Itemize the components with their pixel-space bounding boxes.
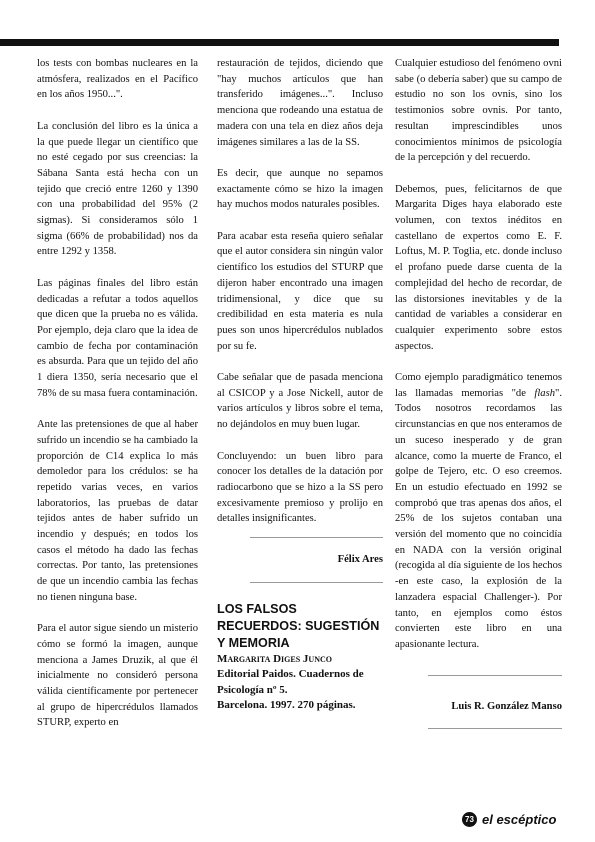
column-1 [37,56,198,747]
body-paragraph: Para el autor sigue siendo un misterio cómo se formó la imagen, aunque menciona a James Druzik, al que él inicialmente no consideró persona válida científicamente por pertenecer al grupo de hipercrédulos llamados STURP, experto en [37,623,198,729]
body-paragraph: Cabe señalar que de pasada menciona al CSICOP y a Jose Nickell, autor de varios artículos y libros sobre el tema, no dejándolos en muy buen lugar. [217,372,383,431]
review-signature: Luis R. González Manso [451,700,562,712]
body-paragraph: Concluyendo: un buen libro para conocer los detalles de la datación por radiocarbono que se hizo a la SS pero excesivamente premioso y prolijo en detalles insignificantes. [217,450,383,525]
body-paragraph: Las páginas finales del libro están dedicadas a refutar a todos aquellos que dicen que la prueba no es válida. Por ejemplo, deja claro que la idea de cambio de fecha por contaminación es absurda. Para que un tejido del año 1 diera 1350, sería necesario que el 78% de su masa fuera contaminación. [37,277,198,399]
signature-rule-top [250,537,383,538]
signature-rule-bottom [250,582,383,583]
body-paragraph: La conclusión del libro es la única a la que puede llegar un científico que no esté cegado por sus creencias: la Sábana Santa está hecha con un tejido que creció entre 1260 y 1390 con una probabilidad del 95% (2 sigmas). Si consideramos sólo 1 sigma (66% de probabilidad) nos da entre 1292 y 1358. [37,120,198,258]
magazine-name: el escéptico [482,811,557,827]
paragraph-text: ". Todos nosotros recordamos las circunstancias en que nos enteramos de un suceso inesperado y de gran alcance, como la muerte de Franco, el golpe de Tejero, etc. O eso creemos. En un estudio efectuado en 1992 se comprobó que tras apenas dos años, el 25% de los sujetos contaban una versión del momento que no coincidía en NADA con la versión original (recogida al día siguiente de los hechos -en este caso, la explosión de la lanzadera espacial Challenger-). Por tanto, en ejemplos como éstos convierten este libro en una apasionante lectura. [395,387,562,650]
review-publisher: Editorial Paidos. Cuadernos de Psicología nº 5. [217,668,364,696]
page-footer [462,810,556,828]
emphasis-flash: flash [534,387,556,399]
body-paragraph: Para acabar esta reseña quiero señalar que el autor considera sin ningún valor científico los estudios del STURP que dijeron haber encontrado una imagen tridimensional, y dice que su credibilidad en esta materia es nula pues son unos hipercrédulos nublados por su fe. [217,230,383,352]
review-signature: Félix Ares [337,554,383,566]
body-paragraph: Debemos, pues, felicitarnos de que Margarita Diges haya elaborado este volumen, con textos inéditos en castellano de expertos como E. F. Loftus, M. P. Toglia, etc. donde incluso el profano puede darse cuenta de la complejidad del hecho de recordar, de las distorsiones inevitables y de la cantidad de variables a considerar en cualquier experimento sobre estos aspectos. [395,183,562,352]
signature-rule-bottom [428,728,562,729]
column-2 [217,56,383,714]
body-paragraph: los tests con bombas nucleares en la atmósfera, realizados en el Pacífico en los años 1950...". [37,58,198,101]
column-3 [395,56,562,729]
body-paragraph: Cualquier estudioso del fenómeno ovni sabe (o debería saber) que su campo de estudio no son los ovnis, sino los testimonios sobre ovnis. Por tanto, resultan imprescindibles unos conocimientos mínimos de psicología de la percepción y del recuerdo. [395,58,562,164]
body-paragraph: Es decir, que aunque no sepamos exactamente cómo se hizo la imagen hay muchos modos naturales posibles. [217,167,383,211]
paragraph-text: Como ejemplo paradigmático tenemos las llamadas memorias "de [395,372,562,399]
review-author: Margarita Diges Junco [217,652,332,665]
body-paragraph: restauración de tejidos, diciendo que "hay muchos artículos que han transferido imágenes...". Incluso menciona que rodeando una estatua de madera con una tela en diez años deja imágenes similares a las de la SS. [217,58,383,148]
page-number-badge: 73 [462,812,477,827]
review-publication-details: Barcelona. 1997. 270 páginas. [217,699,356,712]
signature-rule-top [428,675,562,676]
review-title: LOS FALSOS RECUERDOS: SUGESTIÓN Y MEMORIA [217,601,380,650]
body-paragraph [395,370,562,653]
header-rule [0,39,559,46]
body-paragraph: Ante las pretensiones de que al haber sufrido un incendio se ha cambiado la proporción de C14 explica lo más demoledor para los crédulos: se ha repetido varias veces, en varios laboratorios, las pruebas de datar tejidos antes de haber sufrido un incendio y después; en todos los casos el método ha dado las fechas correctas. Por tanto, las pretensiones de que un incendio cambia las fechas no tienen ninguna base. [37,419,198,603]
